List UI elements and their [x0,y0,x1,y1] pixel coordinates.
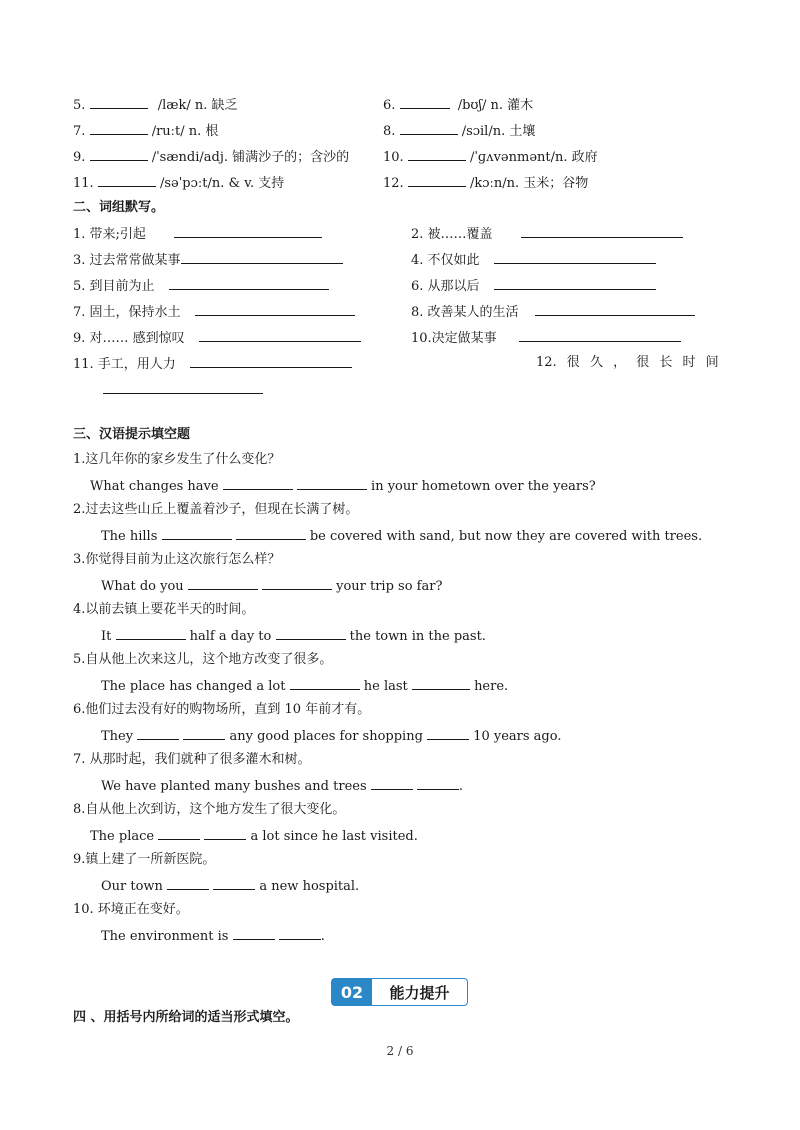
answer-blank[interactable] [204,826,246,840]
answer-blank[interactable] [162,526,232,540]
answer-blank[interactable] [188,576,258,590]
question-1-cn: 1.这几年你的家乡发生了什么变化？ [73,452,281,467]
vocab-item-8: 8. /sɔil/n. 土壤 [383,121,535,141]
answer-blank[interactable] [181,250,343,264]
question-5-en: The place has changed a lot he last here. [101,676,508,696]
answer-blank[interactable] [233,926,275,940]
answer-blank[interactable] [137,726,179,740]
badge-label: 能力提升 [389,983,450,1002]
question-4-cn: 4.以前去镇上要花半天的时间。 [73,602,255,617]
phrase-item-3: 3. 过去常常做某事 [73,250,343,270]
vocab-item-12: 12. /kɔːn/n. 玉米；谷物 [383,173,588,193]
vocab-item-11: 11. /səˈpɔːt/n. & v. 支持 [73,173,284,193]
answer-blank[interactable] [494,276,656,290]
answer-blank[interactable] [174,224,322,238]
section-4-title: 四 、用括号内所给词的适当形式填空。 [73,1010,299,1025]
question-6-en: They any good places for shopping 10 years ago. [101,726,561,746]
answer-blank[interactable] [494,250,656,264]
question-8-en: The place a lot since he last visited. [90,826,418,846]
answer-blank[interactable] [427,726,469,740]
question-1-en: What changes have in your hometown over the years? [90,476,596,496]
answer-blank[interactable] [417,776,459,790]
phrase-item-2: 2. 被……覆盖 [411,224,683,244]
phrase-item-7: 7. 固土，保持水土 [73,302,355,322]
phrase-item-10: 10.决定做某事 [411,328,681,348]
answer-blank[interactable] [190,354,352,368]
answer-blank[interactable] [412,676,470,690]
question-5-cn: 5.自从他上次来这儿，这个地方改变了很多。 [73,652,333,667]
answer-blank[interactable] [371,776,413,790]
answer-blank[interactable] [236,526,306,540]
answer-blank[interactable] [223,476,293,490]
answer-blank[interactable] [167,876,209,890]
vocab-item-9: 9. /ˈsændi/adj. 铺满沙子的；含沙的 [73,147,349,167]
question-6-cn: 6.他们过去没有好的购物场所，直到 10 年前才有。 [73,702,371,717]
answer-blank[interactable] [183,726,225,740]
question-3-en: What do you your trip so far? [101,576,442,596]
vocab-item-5: 5. /læk/ n. 缺乏 [73,95,237,115]
vocab-item-6: 6. /bʊʃ/ n. 灌木 [383,95,533,115]
answer-blank[interactable] [276,626,346,640]
answer-blank[interactable] [521,224,683,238]
question-7-en: We have planted many bushes and trees . [101,776,463,796]
section-badge [331,978,468,1006]
phrase-item-1: 1. 带来;引起 [73,224,322,244]
answer-blank[interactable] [90,95,148,109]
answer-blank[interactable] [279,926,321,940]
answer-blank[interactable] [535,302,695,316]
answer-blank[interactable] [290,676,360,690]
page-number: 2 / 6 [386,1044,414,1058]
phrase-item-11: 11. 手工，用人力 [73,354,352,374]
question-3-cn: 3.你觉得目前为止这次旅行怎么样？ [73,552,281,567]
answer-blank[interactable] [297,476,367,490]
answer-blank[interactable] [169,276,329,290]
phrase-item-4: 4. 不仅如此 [411,250,656,270]
vocab-item-7: 7. /ruːt/ n. 根 [73,121,218,141]
badge-number: 02 [332,979,372,1005]
section-2-title: 二、词组默写。 [73,200,165,215]
answer-blank[interactable] [158,826,200,840]
answer-blank[interactable] [98,173,156,187]
answer-blank[interactable] [400,95,450,109]
question-4-en: It half a day to the town in the past. [101,626,486,646]
answer-blank[interactable] [519,328,681,342]
answer-blank[interactable] [213,876,255,890]
phrase-item-12: 12. 很 久 ， 很 长 时 间 [536,355,719,370]
answer-blank[interactable] [90,121,148,135]
phrase-item-9: 9. 对…… 感到惊叹 [73,328,361,348]
answer-blank[interactable] [408,147,466,161]
answer-blank[interactable] [262,576,332,590]
phrase-item-6: 6. 从那以后 [411,276,656,296]
question-10-en: The environment is . [101,926,325,946]
phrase-item-12-blank [103,380,263,400]
question-7-cn: 7. 从那时起，我们就种了很多灌木和树。 [73,752,311,767]
answer-blank[interactable] [103,380,263,394]
phrase-item-5: 5. 到目前为止 [73,276,329,296]
question-2-en: The hills be covered with sand, but now they are covered with trees. [101,526,702,546]
answer-blank[interactable] [116,626,186,640]
question-8-cn: 8.自从他上次到访，这个地方发生了很大变化。 [73,802,346,817]
question-9-en: Our town a new hospital. [101,876,359,896]
question-2-cn: 2.过去这些山丘上覆盖着沙子，但现在长满了树。 [73,502,359,517]
answer-blank[interactable] [90,147,148,161]
answer-blank[interactable] [199,328,361,342]
phrase-item-8: 8. 改善某人的生活 [411,302,695,322]
vocab-item-10: 10. /ˈɡʌvənmənt/n. 政府 [383,147,598,167]
section-3-title: 三、汉语提示填空题 [73,427,191,442]
answer-blank[interactable] [400,121,458,135]
question-9-cn: 9.镇上建了一所新医院。 [73,852,216,867]
question-10-cn: 10. 环境正在变好。 [73,902,189,917]
answer-blank[interactable] [408,173,466,187]
answer-blank[interactable] [195,302,355,316]
